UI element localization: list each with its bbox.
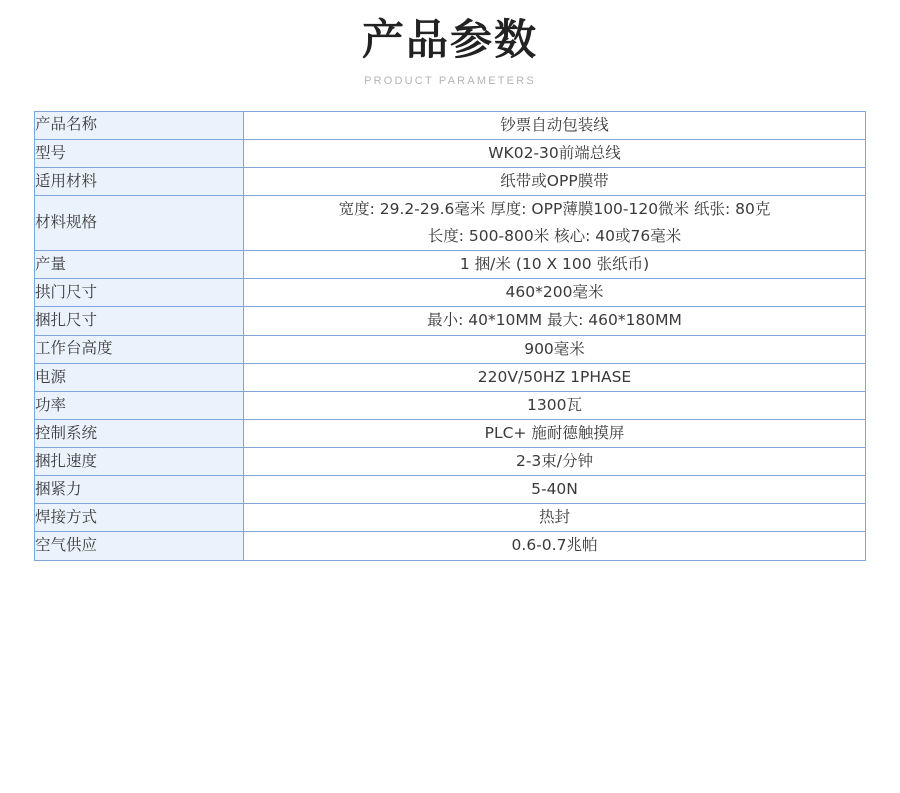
spec-label: 拱门尺寸 xyxy=(35,279,244,307)
spec-table-wrapper xyxy=(34,111,866,561)
spec-value xyxy=(244,391,866,419)
spec-value xyxy=(244,363,866,391)
spec-value-line: 1300瓦 xyxy=(527,395,582,414)
table-row xyxy=(35,111,866,139)
table-row xyxy=(35,476,866,504)
spec-label: 捆扎尺寸 xyxy=(35,307,244,335)
spec-value-line: 长度: 500-800米 核心: 40或76毫米 xyxy=(427,227,682,245)
spec-label: 产量 xyxy=(35,251,244,279)
table-row xyxy=(35,195,866,250)
spec-label: 型号 xyxy=(35,139,244,167)
table-row xyxy=(35,307,866,335)
spec-value xyxy=(244,167,866,195)
page-header xyxy=(0,0,900,87)
spec-value-line: 纸带或OPP膜带 xyxy=(500,171,609,190)
table-row xyxy=(35,419,866,447)
page-title: 产品参数 xyxy=(361,15,538,64)
spec-value xyxy=(244,279,866,307)
spec-value xyxy=(244,448,866,476)
spec-value-line: 钞票自动包装线 xyxy=(500,115,609,134)
spec-value-line: 1 捆/米 (10 X 100 张纸币) xyxy=(459,255,650,274)
table-row xyxy=(35,139,866,167)
spec-label: 功率 xyxy=(35,391,244,419)
spec-table-body xyxy=(35,111,866,560)
spec-table xyxy=(34,111,866,561)
spec-label: 适用材料 xyxy=(35,167,244,195)
table-row xyxy=(35,532,866,560)
spec-label: 捆扎速度 xyxy=(35,448,244,476)
spec-value-line: 5-40N xyxy=(531,480,578,499)
spec-value-line: WK02-30前端总线 xyxy=(488,143,621,162)
spec-value xyxy=(244,476,866,504)
spec-value xyxy=(244,307,866,335)
page-subtitle: PRODUCT PARAMETERS xyxy=(364,74,536,87)
spec-value-line: 宽度: 29.2-29.6毫米 厚度: OPP薄膜100-120微米 纸张: 80克 xyxy=(338,199,771,218)
spec-value-line: 2-3束/分钟 xyxy=(515,452,594,470)
spec-label: 产品名称 xyxy=(35,111,244,139)
table-row xyxy=(35,363,866,391)
table-row xyxy=(35,279,866,307)
spec-label: 空气供应 xyxy=(35,532,244,560)
table-row xyxy=(35,391,866,419)
spec-label: 焊接方式 xyxy=(35,504,244,532)
spec-value-line: 900毫米 xyxy=(524,339,585,358)
spec-label: 控制系统 xyxy=(35,419,244,447)
spec-value-line: 460*200毫米 xyxy=(505,283,604,302)
table-row xyxy=(35,448,866,476)
table-row xyxy=(35,504,866,532)
table-row xyxy=(35,335,866,363)
spec-value-line: 0.6-0.7兆帕 xyxy=(511,536,598,555)
spec-value xyxy=(244,335,866,363)
spec-value-line: 热封 xyxy=(538,508,570,527)
table-row xyxy=(35,167,866,195)
spec-label: 材料规格 xyxy=(35,195,244,250)
spec-value xyxy=(244,139,866,167)
spec-value xyxy=(244,532,866,560)
spec-value xyxy=(244,111,866,139)
spec-value xyxy=(244,419,866,447)
spec-value-line: 220V/50HZ 1PHASE xyxy=(477,367,632,386)
spec-value xyxy=(244,195,866,250)
spec-value xyxy=(244,251,866,279)
spec-label: 电源 xyxy=(35,363,244,391)
spec-label: 捆紧力 xyxy=(35,476,244,504)
spec-value-line: PLC+ 施耐德触摸屏 xyxy=(484,423,625,442)
table-row xyxy=(35,251,866,279)
spec-value-line: 最小: 40*10MM 最大: 460*180MM xyxy=(427,311,682,330)
spec-value xyxy=(244,504,866,532)
spec-label: 工作台高度 xyxy=(35,335,244,363)
